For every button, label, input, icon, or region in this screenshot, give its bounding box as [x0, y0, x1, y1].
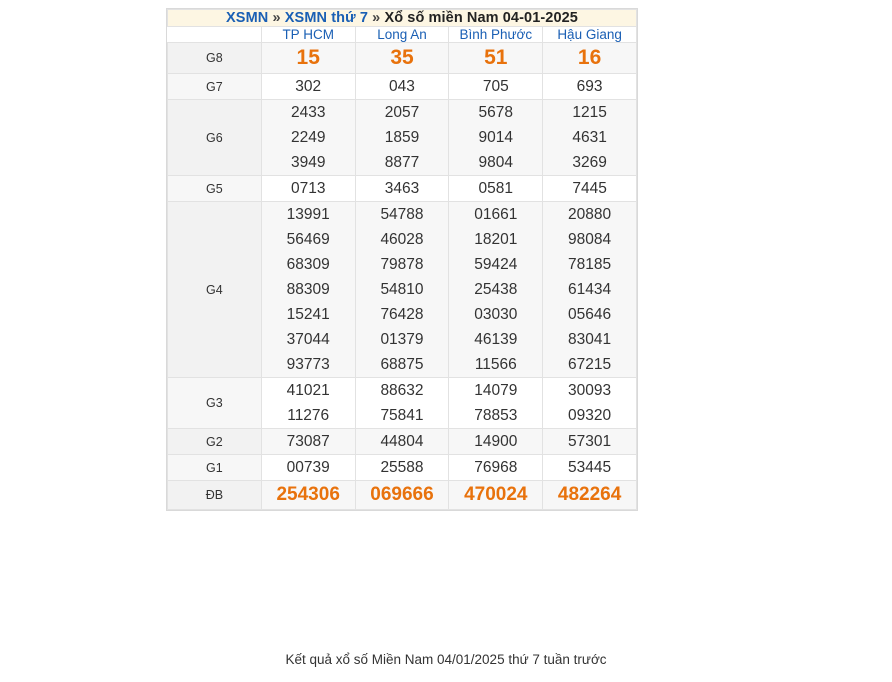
- prize-number: 73087: [286, 433, 330, 450]
- prize-number-cell: [543, 43, 637, 74]
- prize-number-cell: [543, 455, 637, 481]
- prize-number: 14079: [474, 382, 518, 399]
- prize-number-cell: [355, 43, 449, 74]
- prize-number: 25438: [474, 281, 518, 298]
- prize-number-cell: [261, 74, 355, 100]
- prize-number-cell: [449, 481, 543, 510]
- prize-number: 56469: [286, 231, 330, 248]
- prize-number-cell: [355, 176, 449, 202]
- prize-number: 3463: [384, 180, 420, 197]
- prize-number: 05646: [568, 306, 612, 323]
- prize-number-cell: [355, 455, 449, 481]
- lottery-table-body: [168, 10, 637, 510]
- prize-number: 069666: [370, 484, 434, 505]
- prize-label: G4: [168, 202, 262, 378]
- column-header-binh-phuoc: Bình Phước: [449, 27, 543, 43]
- prize-number: 5678: [478, 104, 514, 121]
- prize-number-cell: [449, 429, 543, 455]
- prize-number-cell: [543, 481, 637, 510]
- prize-number: 75841: [380, 407, 424, 424]
- prize-number-cell: [449, 202, 543, 378]
- prize-label: G2: [168, 429, 262, 455]
- prize-number-cell: [261, 100, 355, 176]
- prize-number: 25588: [380, 459, 424, 476]
- title-middle-link[interactable]: XSMN thứ 7: [284, 10, 368, 26]
- prize-number-cell: [449, 43, 543, 74]
- prize-number: 59424: [474, 256, 518, 273]
- prize-number-cell: [449, 176, 543, 202]
- prize-number: 1859: [384, 129, 420, 146]
- prize-number: 1215: [572, 104, 607, 121]
- lottery-result-card: [166, 8, 638, 511]
- title-separator-2: »: [372, 10, 381, 26]
- prize-number: 15: [296, 46, 320, 69]
- prize-number: 3949: [290, 154, 326, 171]
- prize-number: 4631: [572, 129, 607, 146]
- prize-number-cell: [261, 429, 355, 455]
- prize-label: G7: [168, 74, 262, 100]
- prize-number: 98084: [568, 231, 612, 248]
- header-corner-cell: [168, 27, 262, 43]
- prize-number-cell: [355, 100, 449, 176]
- column-header-tp-hcm: TP HCM: [261, 27, 355, 43]
- title-prefix-link[interactable]: XSMN: [226, 10, 269, 26]
- table-row: [168, 100, 637, 176]
- table-row: [168, 202, 637, 378]
- prize-number: 254306: [276, 484, 340, 505]
- prize-number: 302: [295, 78, 322, 95]
- prize-number: 88309: [286, 281, 330, 298]
- prize-number: 11566: [474, 356, 517, 373]
- prize-number: 3269: [572, 154, 607, 171]
- prize-number: 76428: [380, 306, 424, 323]
- table-row: [168, 74, 637, 100]
- prize-label: G8: [168, 43, 262, 74]
- table-title: [168, 10, 637, 27]
- prize-number: 482264: [557, 484, 622, 505]
- title-suffix: Xổ số miền Nam 04-01-2025: [384, 10, 578, 26]
- prize-number: 01379: [380, 331, 424, 348]
- prize-number: 13991: [286, 206, 330, 223]
- prize-number-cell: [449, 74, 543, 100]
- prize-number: 54810: [380, 281, 424, 298]
- prize-number: 30093: [568, 382, 612, 399]
- prize-number: 46028: [380, 231, 424, 248]
- prize-number: 2057: [384, 104, 420, 121]
- prize-number: 57301: [568, 433, 612, 450]
- prize-number: 68309: [286, 256, 330, 273]
- table-row: [168, 43, 637, 74]
- prize-number: 61434: [568, 281, 612, 298]
- prize-number-cell: [355, 378, 449, 429]
- prize-number: 53445: [568, 459, 612, 476]
- table-row: [168, 429, 637, 455]
- prize-number: 01661: [474, 206, 518, 223]
- prize-number: 68875: [380, 356, 424, 373]
- prize-number: 78853: [474, 407, 518, 424]
- prize-number-cell: [261, 378, 355, 429]
- result-caption: Kết quả xổ số Miền Nam 04/01/2025 thứ 7 tuần trước: [285, 652, 607, 667]
- prize-number-cell: [261, 202, 355, 378]
- prize-number: 00739: [286, 459, 330, 476]
- table-header-row: [168, 27, 637, 43]
- prize-number: 37044: [286, 331, 330, 348]
- table-title-row: [168, 10, 637, 27]
- prize-number-cell: [355, 202, 449, 378]
- prize-label: ĐB: [168, 481, 262, 510]
- prize-number-cell: [449, 378, 543, 429]
- prize-number-cell: [543, 176, 637, 202]
- prize-number: 20880: [568, 206, 612, 223]
- prize-number-cell: [355, 429, 449, 455]
- prize-number-cell: [261, 176, 355, 202]
- prize-number: 9014: [478, 129, 514, 146]
- prize-number: 35: [390, 46, 414, 69]
- prize-number: 7445: [572, 180, 607, 197]
- prize-number: 693: [576, 78, 603, 95]
- prize-number: 470024: [464, 484, 528, 505]
- prize-number: 16: [577, 46, 602, 69]
- prize-number: 14900: [474, 433, 518, 450]
- prize-number-cell: [261, 43, 355, 74]
- prize-number-cell: [543, 429, 637, 455]
- title-separator-1: »: [272, 10, 281, 26]
- prize-number: 88632: [380, 382, 424, 399]
- prize-number: 705: [482, 78, 509, 95]
- prize-number-cell: [355, 74, 449, 100]
- prize-number-cell: [543, 74, 637, 100]
- prize-number: 44804: [380, 433, 424, 450]
- prize-label: G5: [168, 176, 262, 202]
- table-row: [168, 481, 637, 510]
- prize-number: 9804: [478, 154, 514, 171]
- prize-number-cell: [449, 455, 543, 481]
- prize-number: 46139: [474, 331, 518, 348]
- prize-number-cell: [543, 378, 637, 429]
- prize-number-cell: [449, 100, 543, 176]
- prize-number: 11276: [287, 407, 330, 424]
- prize-number: 18201: [474, 231, 518, 248]
- prize-number: 51: [484, 46, 508, 69]
- prize-label: G6: [168, 100, 262, 176]
- lottery-results-table: [167, 9, 637, 510]
- prize-number-cell: [261, 481, 355, 510]
- prize-number-cell: [543, 202, 637, 378]
- prize-number-cell: [261, 455, 355, 481]
- prize-number: 8877: [384, 154, 420, 171]
- prize-number: 09320: [568, 407, 612, 424]
- table-row: [168, 176, 637, 202]
- prize-number: 15241: [286, 306, 330, 323]
- table-row: [168, 378, 637, 429]
- prize-number: 2433: [290, 104, 326, 121]
- prize-number: 54788: [380, 206, 424, 223]
- prize-number: 0713: [290, 180, 326, 197]
- prize-number: 93773: [286, 356, 330, 373]
- column-header-long-an: Long An: [355, 27, 449, 43]
- prize-label: G3: [168, 378, 262, 429]
- prize-number: 78185: [568, 256, 612, 273]
- prize-number-cell: [355, 481, 449, 510]
- prize-number: 2249: [290, 129, 326, 146]
- prize-number: 0581: [478, 180, 514, 197]
- prize-number: 03030: [474, 306, 518, 323]
- prize-number: 41021: [286, 382, 330, 399]
- prize-number-cell: [543, 100, 637, 176]
- prize-number: 83041: [568, 331, 612, 348]
- column-header-hau-giang: Hậu Giang: [543, 27, 637, 43]
- prize-number: 79878: [380, 256, 424, 273]
- prize-number: 67215: [568, 356, 612, 373]
- prize-number: 043: [389, 78, 415, 95]
- prize-label: G1: [168, 455, 262, 481]
- prize-number: 76968: [474, 459, 518, 476]
- table-row: [168, 455, 637, 481]
